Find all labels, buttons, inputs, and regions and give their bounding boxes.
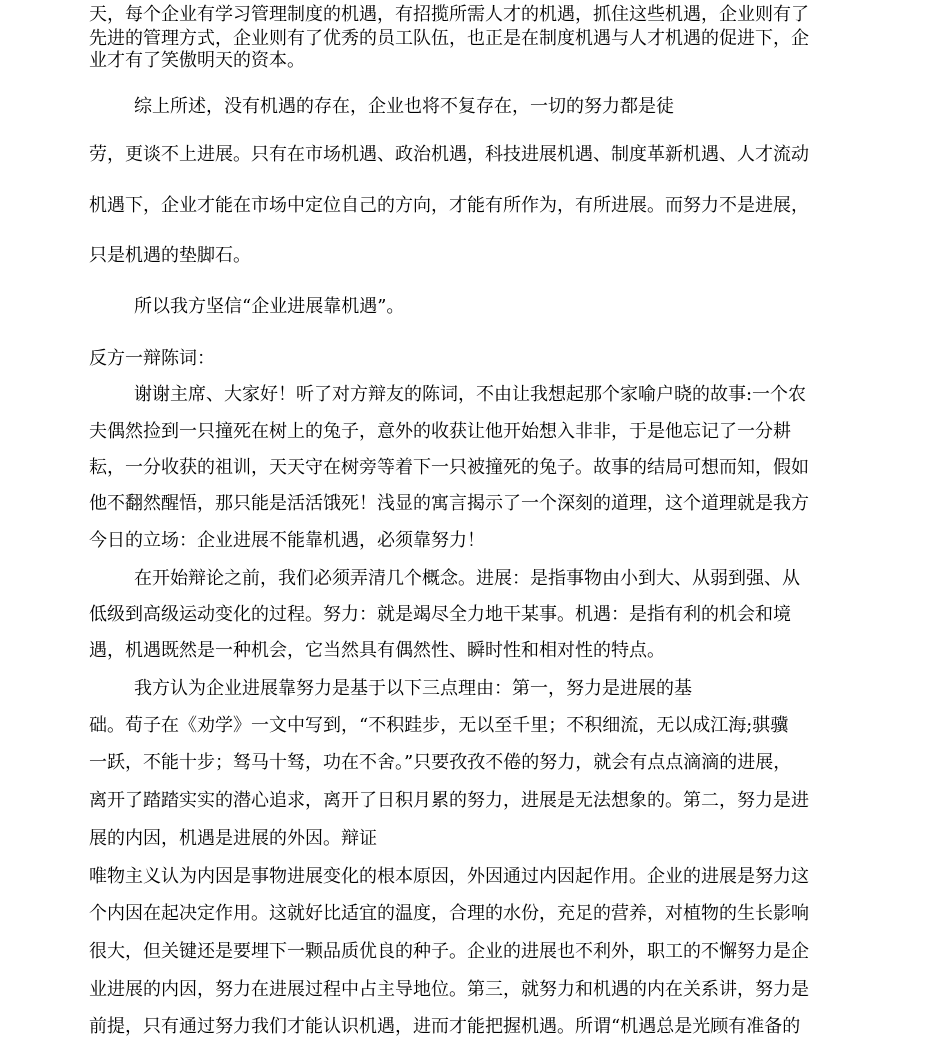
text-line: 一跃，不能十步；驽马十驽，功在不舍。”只要孜孜不倦的努力，就会有点点滴滴的进展， xyxy=(89,752,792,773)
text-line: 在开始辩论之前，我们必须弄清几个概念。进展：是指事物由小到大、从弱到强、从 xyxy=(134,568,800,589)
text-line: 先进的管理方式，企业则有了优秀的员工队伍，也正是在制度机遇与人才机遇的促进下，企 xyxy=(89,28,809,49)
text-line: 所以我方坚信“企业进展靠机遇”。 xyxy=(134,296,405,317)
text-line: 遇，机遇既然是一种机会，它当然具有偶然性、瞬时性和相对性的特点。 xyxy=(89,640,665,661)
text-line: 前提，只有通过努力我们才能认识机遇，进而才能把握机遇。所谓“机遇总是光顾有准备的 xyxy=(89,1016,801,1037)
text-line: 机遇下，企业才能在市场中定位自己的方向，才能有所作为，有所进展。而努力不是进展， xyxy=(89,195,809,216)
text-line: 础。荀子在《劝学》一文中写到，“不积跬步，无以至千里；不积细流，无以成江海;骐骥 xyxy=(89,715,789,736)
text-line: 只是机遇的垫脚石。 xyxy=(89,245,251,266)
section-heading: 反方一辩陈词： xyxy=(89,348,215,369)
text-line: 他不翻然醒悟，那只能是活活饿死！浅显的寓言揭示了一个深刻的道理，这个道理就是我方 xyxy=(89,493,809,514)
text-line: 谢谢主席、大家好！听了对方辩友的陈词，不由让我想起那个家喻户晓的故事:一个农 xyxy=(134,384,807,405)
text-line: 劳，更谈不上进展。只有在市场机遇、政治机遇，科技进展机遇、制度革新机遇、人才流动 xyxy=(89,144,809,165)
text-line: 唯物主义认为内因是事物进展变化的根本原因，外因通过内因起作用。企业的进展是努力这 xyxy=(89,866,809,887)
text-line: 很大，但关键还是要埋下一颗品质优良的种子。企业的进展也不利外，职工的不懈努力是企 xyxy=(89,941,809,962)
text-line: 耘，一分收获的祖训，天天守在树旁等着下一只被撞死的兔子。故事的结局可想而知，假如 xyxy=(89,457,809,478)
text-line: 个内因在起决定作用。这就好比适宜的温度，合理的水份，充足的营养，对植物的生长影响 xyxy=(89,903,809,924)
text-line: 综上所述，没有机遇的存在，企业也将不复存在，一切的努力都是徒 xyxy=(134,96,674,117)
text-line: 天，每个企业有学习管理制度的机遇，有招揽所需人才的机遇，抓住这些机遇，企业则有了 xyxy=(89,4,809,25)
text-line: 展的内因，机遇是进展的外因。辩证 xyxy=(89,828,377,849)
text-line: 我方认为企业进展靠努力是基于以下三点理由：第一，努力是进展的基 xyxy=(134,678,692,699)
text-line: 夫偶然捡到一只撞死在树上的兔子，意外的收获让他开始想入非非，于是他忘记了一分耕 xyxy=(89,421,791,442)
text-line: 离开了踏踏实实的潜心追求，离开了日积月累的努力，进展是无法想象的。第二，努力是进 xyxy=(89,790,809,811)
text-line: 今日的立场：企业进展不能靠机遇，必须靠努力！ xyxy=(89,530,485,551)
text-line: 业才有了笑傲明天的资本。 xyxy=(89,50,305,71)
text-line: 业进展的内因，努力在进展过程中占主导地位。第三，就努力和机遇的内在关系讲，努力是 xyxy=(89,979,809,1000)
text-line: 低级到高级运动变化的过程。努力：就是竭尽全力地干某事。机遇：是指有利的机会和境 xyxy=(89,604,791,625)
